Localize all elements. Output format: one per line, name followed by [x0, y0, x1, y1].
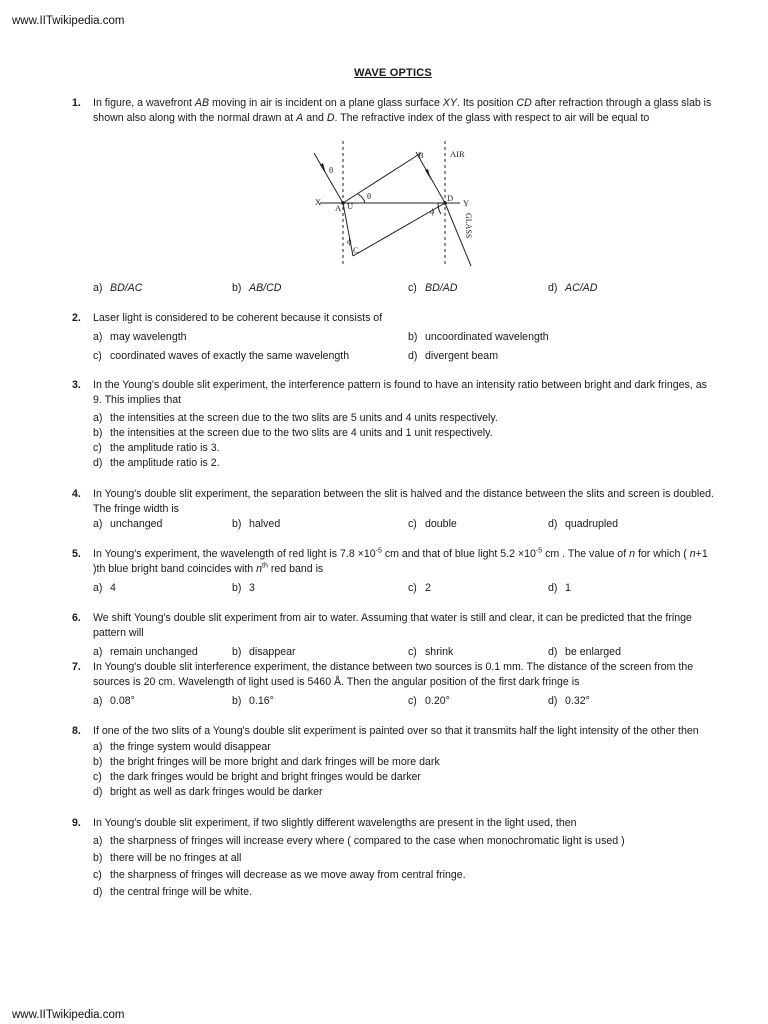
- option-d[interactable]: d) 1: [548, 582, 571, 594]
- option-d[interactable]: d) divergent beam: [408, 350, 499, 362]
- label-c: C: [353, 245, 359, 255]
- question-text: In Young's double slit experiment, if two slightly different wavelengths are present in the light used, then: [93, 817, 577, 829]
- option-a[interactable]: a) unchanged: [93, 518, 163, 530]
- refraction-diagram: [300, 138, 490, 268]
- header-site-url[interactable]: www.IITwikipedia.com: [12, 15, 125, 27]
- option-b[interactable]: b) uncoordinated wavelength: [408, 331, 549, 343]
- angle-arc-theta: [358, 194, 365, 203]
- option-a[interactable]: a) 0.08°: [93, 695, 135, 707]
- option-d[interactable]: d) AC/AD: [548, 282, 598, 294]
- option-d[interactable]: d) bright as well as dark fringes would be darker: [93, 786, 323, 798]
- option-c[interactable]: c) 0.20°: [408, 695, 450, 707]
- option-b[interactable]: b) AB/CD: [232, 282, 282, 294]
- option-d[interactable]: d) 0.32°: [548, 695, 590, 707]
- question-number: 7.: [72, 661, 81, 673]
- question-number: 6.: [72, 612, 81, 624]
- question-number: 9.: [72, 817, 81, 829]
- question-8: [72, 724, 717, 800]
- angle-arc-phi: [438, 203, 441, 214]
- question-number: 5.: [72, 548, 81, 560]
- question-number: 1.: [72, 97, 81, 109]
- label-glass: GLASS: [464, 213, 473, 239]
- option-c[interactable]: c) the sharpness of fringes will decrease as we move away from central fringe.: [93, 869, 466, 881]
- question-5: [72, 547, 717, 596]
- option-b[interactable]: b) 0.16°: [232, 695, 274, 707]
- option-c[interactable]: c) coordinated waves of exactly the same wavelength: [93, 350, 350, 362]
- question-text: In Young's experiment, the wavelength of red light is $7.8 \times 10^{-5}$ cm and that of blue light $5.2 \times 10^{-5}$ cm . The value of n for which ( n+1 )th blue bright band coincides with $n^{th}$ red band is: [93, 547, 708, 575]
- question-text: In figure, a wavefront AB moving in air is incident on a plane glass surface XY. Its position CD after refraction through a glass slab is shown also along with the normal drawn at A and D. The refractive index of the glass with respect to air will be equal to: [93, 97, 712, 124]
- label-u: U: [347, 201, 354, 211]
- option-b[interactable]: b) disappear: [232, 646, 296, 658]
- label-air: AIR: [450, 149, 465, 159]
- option-b[interactable]: b) 3: [232, 582, 255, 594]
- footer-site-url[interactable]: www.IITwikipedia.com: [12, 1009, 125, 1021]
- option-b[interactable]: b) there will be no fringes at all: [93, 852, 242, 864]
- option-b[interactable]: b) halved: [232, 518, 281, 530]
- label-y: Y: [463, 198, 470, 208]
- option-a[interactable]: a) BD/AC: [93, 282, 143, 294]
- question-text: In the Young's double slit experiment, the interference pattern is found to have an intensity ratio between bright and dark fringes, as 9. This implies that: [93, 379, 707, 406]
- question-1: [72, 96, 717, 126]
- option-c[interactable]: c) the amplitude ratio is 3.: [93, 442, 220, 454]
- question-2: [72, 311, 717, 364]
- option-c[interactable]: c) double: [408, 518, 457, 530]
- label-theta-1: θ: [329, 165, 334, 175]
- option-d[interactable]: d) the central fringe will be white.: [93, 886, 252, 898]
- option-a[interactable]: a) the sharpness of fringes will increase every where ( compared to the case when monochromatic light is used ): [93, 835, 625, 847]
- label-phi-1: ϕ: [347, 236, 352, 246]
- option-c[interactable]: c) 2: [408, 582, 431, 594]
- option-c[interactable]: c) BD/AD: [408, 282, 458, 294]
- option-d[interactable]: d) be enlarged: [548, 646, 621, 658]
- option-a[interactable]: a) may wavelength: [93, 331, 187, 343]
- option-c[interactable]: c) shrink: [408, 646, 454, 658]
- question-text: We shift Young's double slit experiment from air to water. Assuming that water is still and clear, it can be predicted that the fringe pattern will: [93, 612, 692, 639]
- option-c[interactable]: c) the dark fringes would be bright and bright fringes would be darker: [93, 771, 421, 783]
- question-number: 4.: [72, 488, 81, 500]
- question-3: [72, 378, 717, 471]
- label-phi-2: ϕ: [430, 206, 435, 216]
- question-number: 3.: [72, 379, 81, 391]
- option-a[interactable]: a) the fringe system would disappear: [93, 741, 271, 753]
- question-number: 8.: [72, 725, 81, 737]
- incident-ray-a: [314, 153, 343, 203]
- question-7: [72, 660, 717, 709]
- question-6: [72, 611, 717, 660]
- label-d: D: [447, 193, 454, 203]
- option-a[interactable]: a) 4: [93, 582, 116, 594]
- question-text: In Young's double slit interference experiment, the distance between two sources is 0.1 mm. The distance of the screen from the sources is 20 cm. Wavelength of light used is 5460 Å. Then the angular position of the first dark fringe is: [93, 661, 694, 688]
- option-d[interactable]: d) the amplitude ratio is 2.: [93, 457, 220, 469]
- page-title: WAVE OPTICS: [354, 67, 432, 79]
- question-4: [72, 487, 717, 532]
- question-9: [72, 816, 717, 902]
- option-a[interactable]: a) the intensities at the screen due to the two slits are 5 units and 4 units respectively.: [93, 412, 498, 424]
- question-text: If one of the two slits of a Young's double slit experiment is painted over so that it transmits half the light intensity of the other then: [93, 725, 699, 737]
- label-x: X: [315, 197, 322, 207]
- question-number: 2.: [72, 312, 81, 324]
- label-a: A: [335, 203, 342, 213]
- option-d[interactable]: d) quadrupled: [548, 518, 619, 530]
- option-b[interactable]: b) the intensities at the screen due to the two slits are 4 units and 1 unit respectively.: [93, 427, 493, 439]
- question-text: Laser light is considered to be coherent because it consists of: [93, 312, 383, 324]
- option-b[interactable]: b) the bright fringes will be more bright and dark fringes will be more dark: [93, 756, 440, 768]
- arrow-head-b: [425, 169, 431, 180]
- label-theta-2: θ: [367, 191, 372, 201]
- question-1-options: [72, 281, 717, 296]
- arrow-head-a: [320, 163, 326, 174]
- option-a[interactable]: a) remain unchanged: [93, 646, 198, 658]
- question-text: In Young's double slit experiment, the separation between the slit is halved and the distance between the slits and screen is doubled. The fringe width is: [93, 488, 714, 515]
- wavefront-ab: [343, 153, 421, 203]
- label-b: B: [418, 150, 424, 160]
